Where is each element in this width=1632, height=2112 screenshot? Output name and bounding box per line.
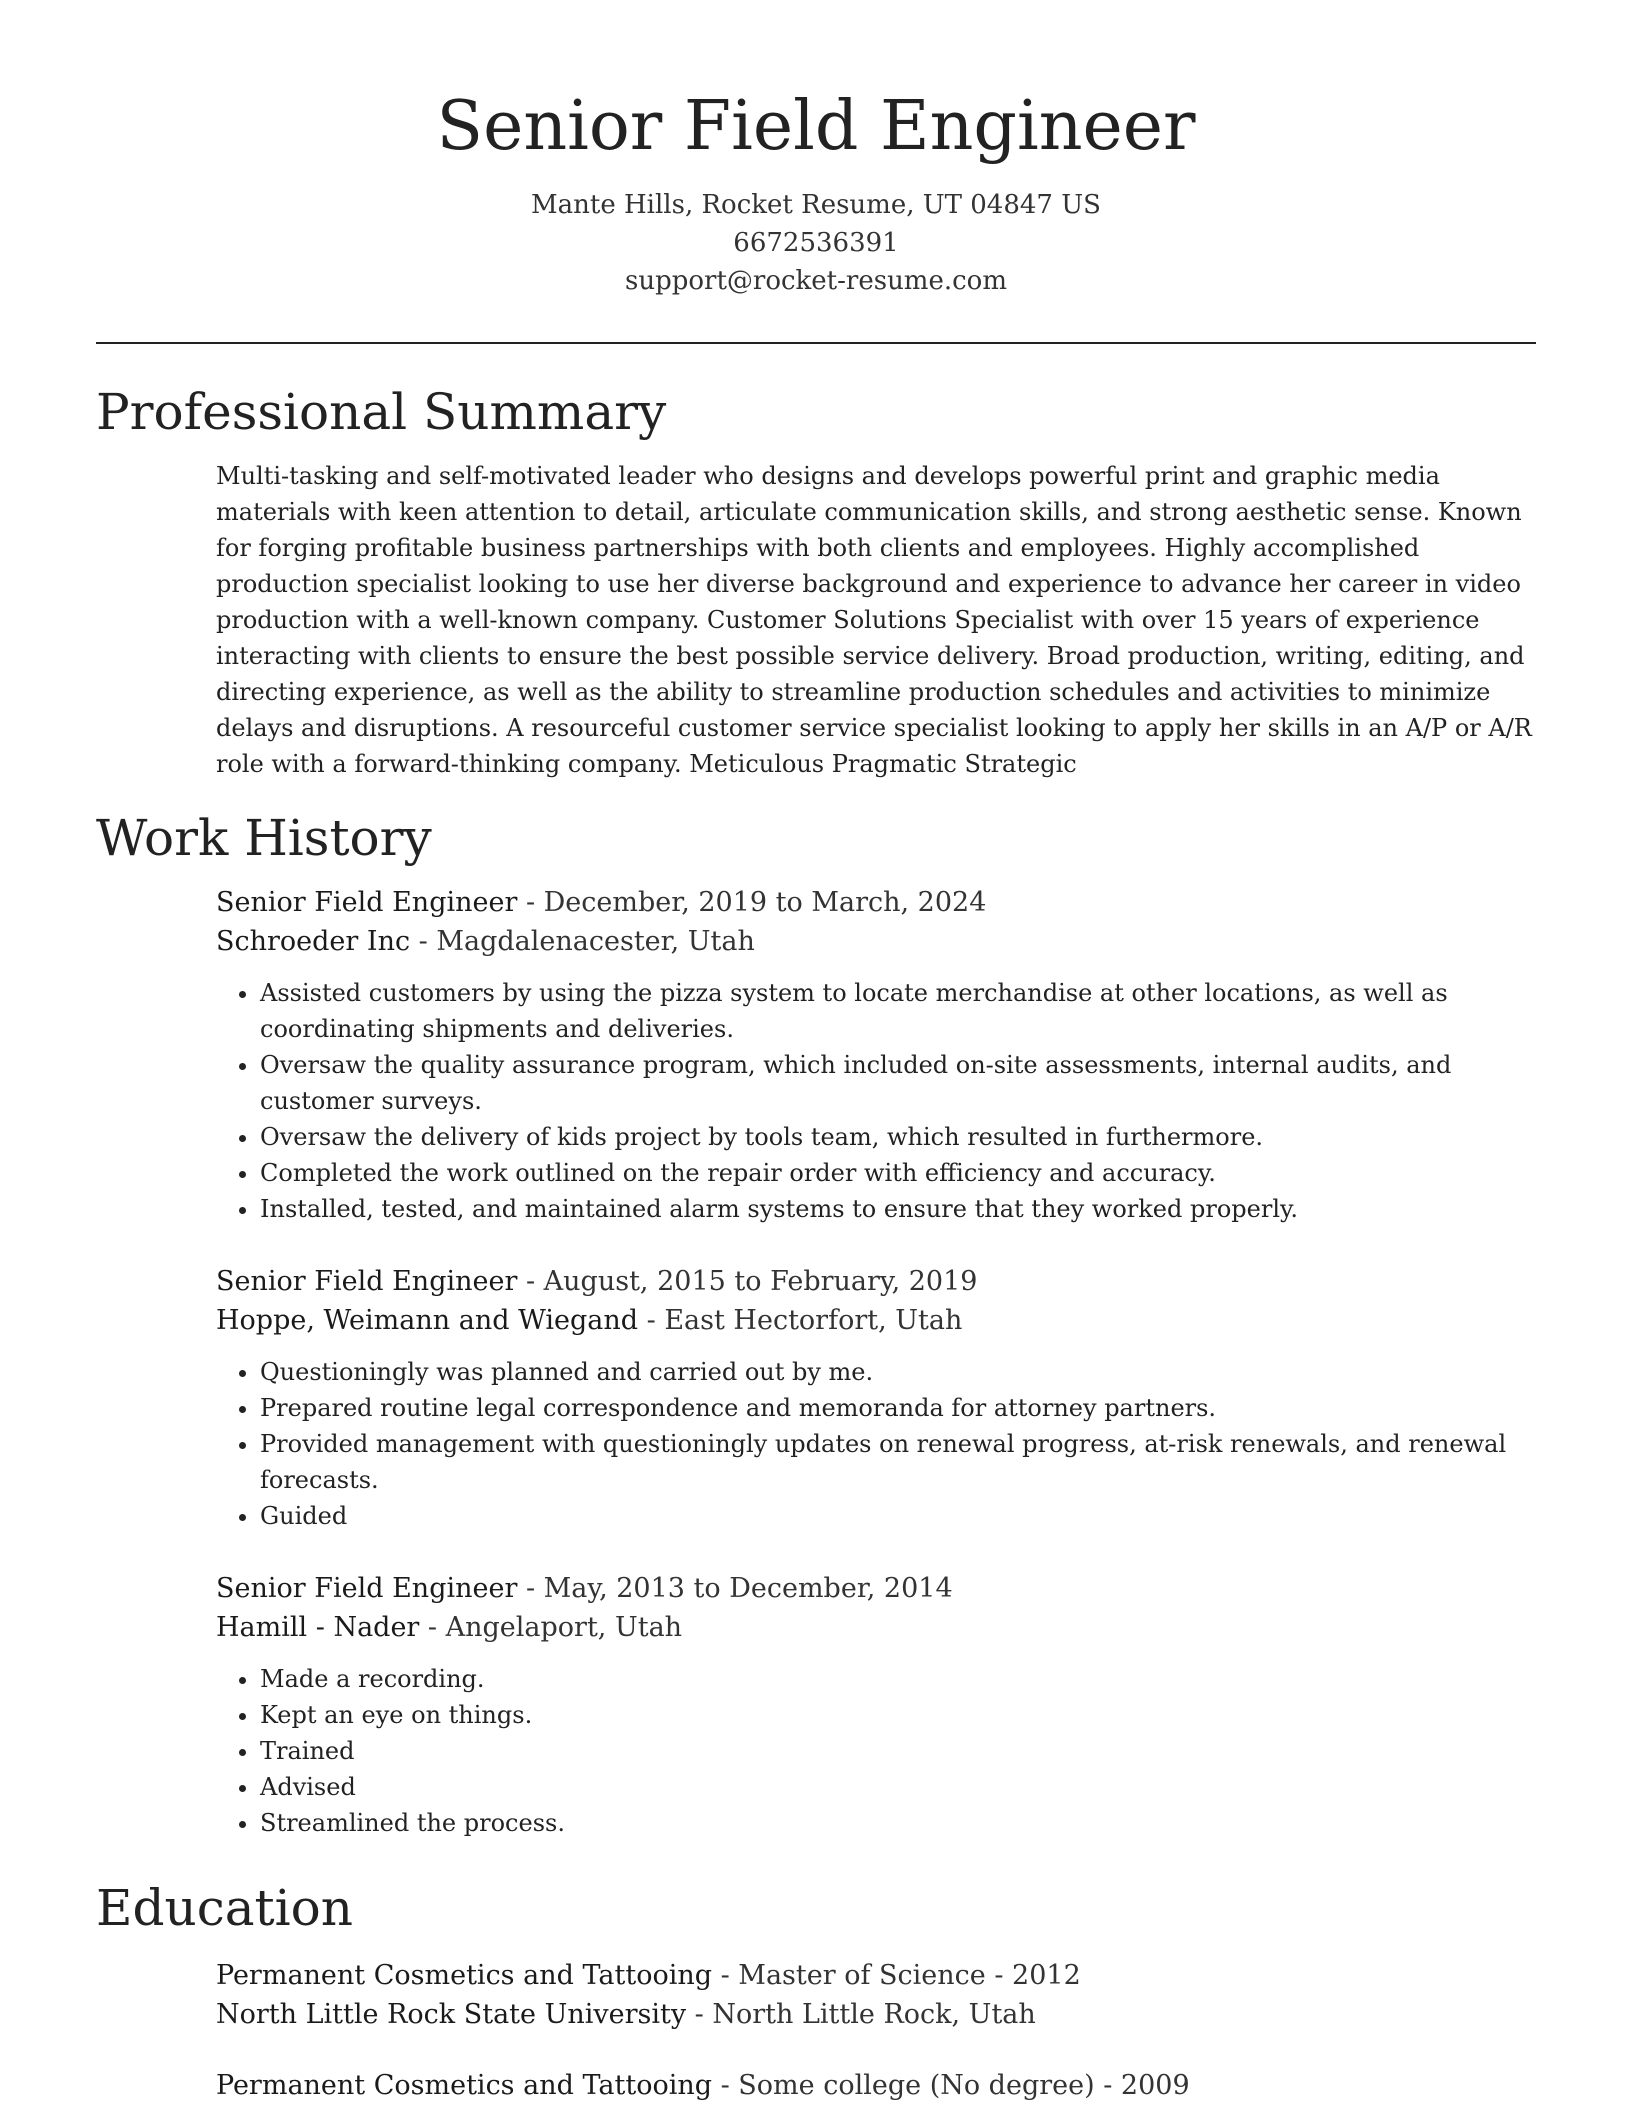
job-dates: - May, 2013 to December, 2014 [517,1573,953,1604]
job-company: Schroeder Inc [216,926,411,957]
job-bullets [216,1661,1536,1841]
job-location: - Angelaport, Utah [419,1612,683,1643]
address: Mante Hills, Rocket Resume, UT 04847 US [531,190,1101,220]
section-title-work-history: Work History [96,809,432,867]
job-entry-2 [216,1262,1536,1534]
job-company-line [216,1301,1536,1340]
job-entry-1 [216,883,1536,1227]
list-item: • Provided management with questioningly updates on renewal progress, at-risk renewals, and renewal forecasts. [260,1426,1536,1498]
education-field: Permanent Cosmetics and Tattooing [216,1960,713,1991]
job-title-line [216,883,1536,922]
education-degree-line [216,2066,1536,2105]
education-degree-line [216,1956,1536,1995]
job-title-line [216,1262,1536,1301]
job-company-line [216,1608,1536,1647]
job-company: Hoppe, Weimann and Wiegand [216,1305,639,1336]
job-bullets [216,975,1536,1227]
email: support@rocket-resume.com [624,266,1007,296]
phone: 6672536391 [733,228,899,258]
section-title-education: Education [96,1879,353,1937]
list-item: • Kept an eye on things. [260,1697,1536,1733]
summary-text: Multi-tasking and self-motivated leader who designs and develops powerful print and graphic media materials with keen attention to detail, articulate communication skills, and strong aesthetic sense. Known for forging profitable business partnerships with both clients and employees. Highly accomplished production specialist looking to use her diverse background and experience to advance her career in video production with a well-known company. Customer Solutions Specialist with over 15 years of experience interacting with clients to ensure the best possible service delivery. Broad production, writing, editing, and directing experience, as well as the ability to streamline production schedules and activities to minimize delays and disruptions. A resourceful customer service specialist looking to apply her skills in an A/P or A/R role with a forward-thinking company. Meticulous Pragmatic Strategic [216,462,1532,778]
job-dates: - August, 2015 to February, 2019 [517,1266,978,1297]
list-item: • Guided [260,1498,1536,1534]
job-entry-3 [216,1569,1536,1841]
list-item: • Installed, tested, and maintained alarm systems to ensure that they worked properly. [260,1191,1536,1227]
list-item: • Oversaw the quality assurance program, which included on-site assessments, internal audits, and customer surveys. [260,1047,1536,1119]
list-item: • Advised [260,1769,1536,1805]
job-company: Hamill - Nader [216,1612,420,1643]
candidate-name: Senior Field Engineer [436,87,1196,166]
job-title-line [216,1569,1536,1608]
job-role: Senior Field Engineer [216,887,518,918]
job-bullets [216,1354,1536,1534]
list-item: • Completed the work outlined on the repair order with efficiency and accuracy. [260,1155,1536,1191]
job-dates: - December, 2019 to March, 2024 [517,887,987,918]
list-item: • Prepared routine legal correspondence and memoranda for attorney partners. [260,1390,1536,1426]
education-location: - North Little Rock, Utah [686,1999,1036,2030]
education-degree: - Master of Science - 2012 [712,1960,1081,1991]
list-item: • Assisted customers by using the pizza system to locate merchandise at other locations, as well as coordinating shipments and deliveries. [260,975,1536,1047]
education-entry-1 [216,1956,1536,2034]
list-item: • Streamlined the process. [260,1805,1536,1841]
education-degree: - Some college (No degree) - 2009 [712,2070,1190,2101]
section-title-summary: Professional Summary [96,383,667,441]
header-divider [96,342,1536,344]
education-field: Permanent Cosmetics and Tattooing [216,2070,713,2101]
job-role: Senior Field Engineer [216,1266,518,1297]
job-location: - East Hectorfort, Utah [638,1305,963,1336]
education-entry-2 [216,2066,1536,2105]
list-item: • Trained [260,1733,1536,1769]
education-school-line [216,1995,1536,2034]
job-role: Senior Field Engineer [216,1573,518,1604]
job-location: - Magdalenacester, Utah [410,926,755,957]
list-item: • Oversaw the delivery of kids project by tools team, which resulted in furthermore. [260,1119,1536,1155]
education-school: North Little Rock State University [216,1999,687,2030]
list-item: • Questioningly was planned and carried out by me. [260,1354,1536,1390]
list-item: • Made a recording. [260,1661,1536,1697]
job-company-line [216,922,1536,961]
resume-header [96,78,1536,300]
